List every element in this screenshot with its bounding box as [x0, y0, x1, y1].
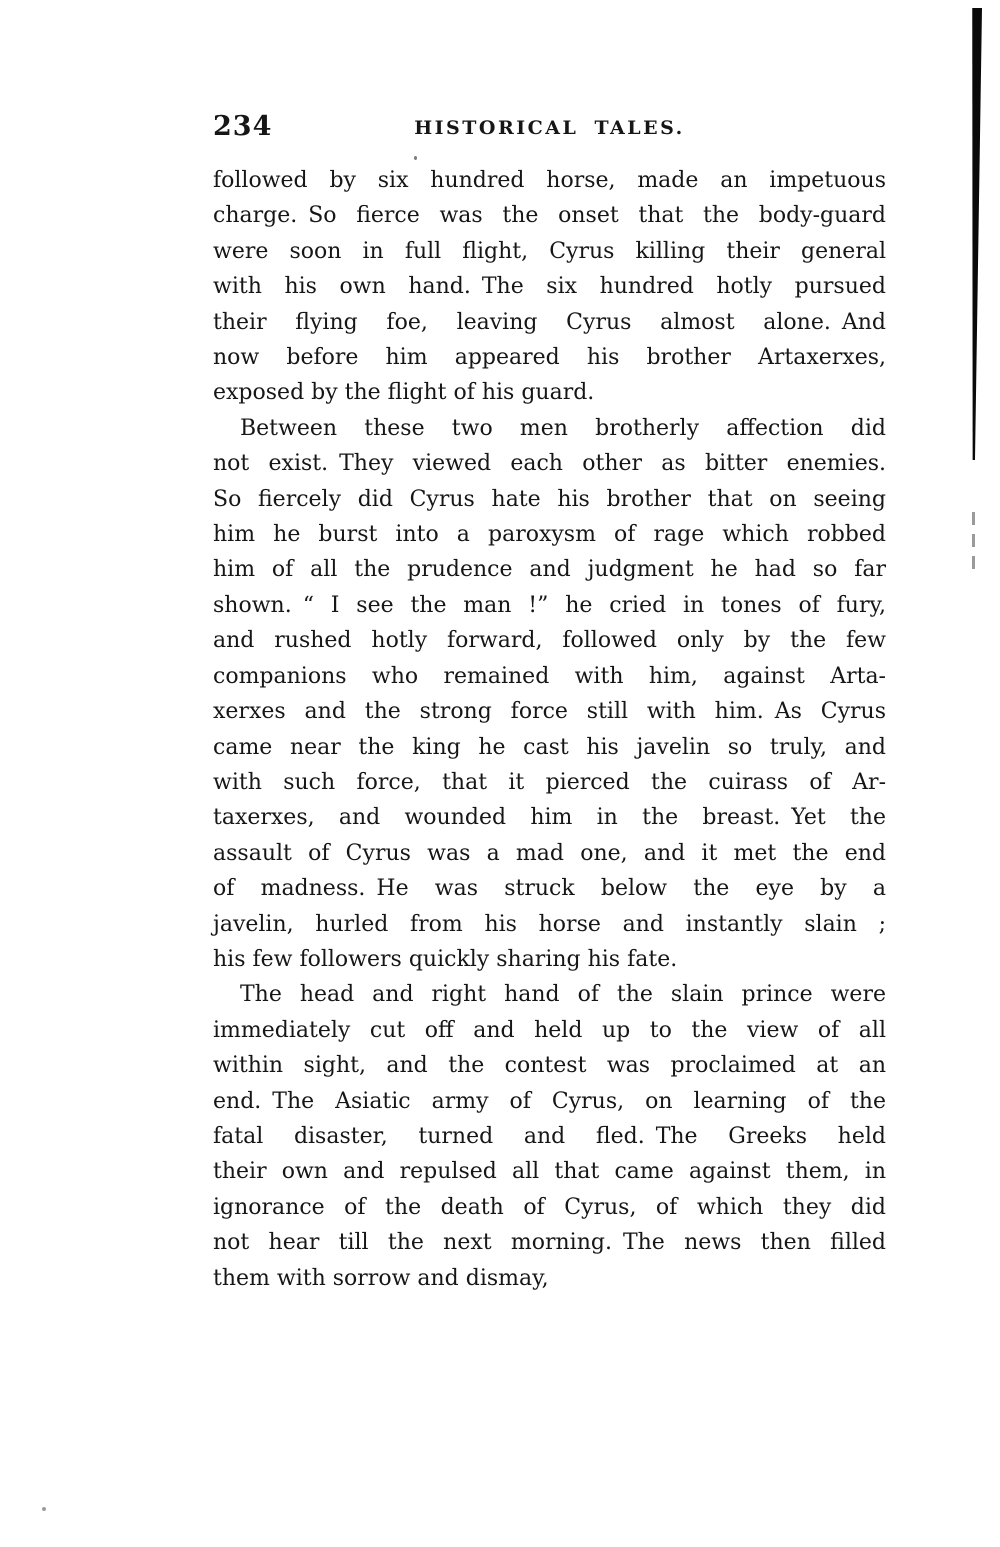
text-line: him of all the prudence and judgment he had so far	[213, 557, 886, 583]
text-line: Between these two men brotherly affection did	[240, 415, 886, 441]
text-line: not exist. They viewed each other as bitter enemies.	[213, 451, 886, 477]
text-line: taxerxes, and wounded him in the breast. Yet the	[213, 805, 886, 831]
text-line: The head and right hand of the slain prince were	[240, 982, 886, 1008]
paragraph	[213, 977, 886, 1296]
text-line: were soon in full flight, Cyrus killing their general	[213, 238, 886, 264]
body-text	[213, 163, 886, 1296]
paragraph	[213, 411, 886, 978]
text-line: with such force, that it pierced the cuirass of Ar-	[213, 769, 886, 795]
text-line: end. The Asiatic army of Cyrus, on learning of the	[213, 1088, 886, 1114]
text-line: So fiercely did Cyrus hate his brother that on seeing	[213, 486, 886, 512]
text-line: them with sorrow and dismay,	[213, 1265, 549, 1291]
binding-shadow	[969, 8, 982, 460]
running-head: HISTORICAL TALES.	[414, 117, 685, 139]
text-line: immediately cut off and held up to the view of all	[213, 1017, 886, 1043]
text-line: shown. “ I see the man !” he cried in tones of fury,	[213, 592, 886, 618]
text-line: followed by six hundred horse, made an impetuous	[213, 168, 886, 193]
text-line: and rushed hotly forward, followed only by the few	[213, 628, 886, 654]
binding-shadow-dashes	[972, 512, 975, 578]
text-line: exposed by the flight of his guard.	[213, 380, 595, 406]
text-line: with his own hand. The six hundred hotly pursued	[213, 274, 886, 300]
page-number: 234	[213, 111, 273, 142]
text-line: came near the king he cast his javelin so truly, and	[213, 734, 886, 760]
scan-speck	[414, 156, 417, 160]
text-line: companions who remained with him, against Arta-	[213, 663, 886, 689]
paragraph	[213, 163, 886, 411]
page-header	[213, 111, 886, 149]
scan-speck	[42, 1507, 46, 1511]
text-line: his few followers quickly sharing his fate.	[213, 946, 678, 972]
text-line: within sight, and the contest was proclaimed at an	[213, 1053, 886, 1079]
text-line: now before him appeared his brother Artaxerxes,	[213, 345, 886, 371]
text-line: assault of Cyrus was a mad one, and it met the end	[213, 840, 886, 866]
text-line: their flying foe, leaving Cyrus almost alone. And	[213, 309, 886, 335]
text-line: not hear till the next morning. The news then filled	[213, 1230, 886, 1256]
text-line: him he burst into a paroxysm of rage which robbed	[213, 522, 886, 548]
text-line: their own and repulsed all that came against them, in	[213, 1159, 886, 1185]
text-line: fatal disaster, turned and fled. The Greeks held	[213, 1123, 886, 1149]
text-line: javelin, hurled from his horse and instantly slain ;	[213, 911, 886, 937]
text-line: charge. So fierce was the onset that the body-guard	[213, 203, 886, 229]
text-line: ignorance of the death of Cyrus, of which they did	[213, 1194, 886, 1220]
text-line: of madness. He was struck below the eye by a	[213, 876, 886, 902]
text-line: xerxes and the strong force still with him. As Cyrus	[213, 699, 886, 725]
